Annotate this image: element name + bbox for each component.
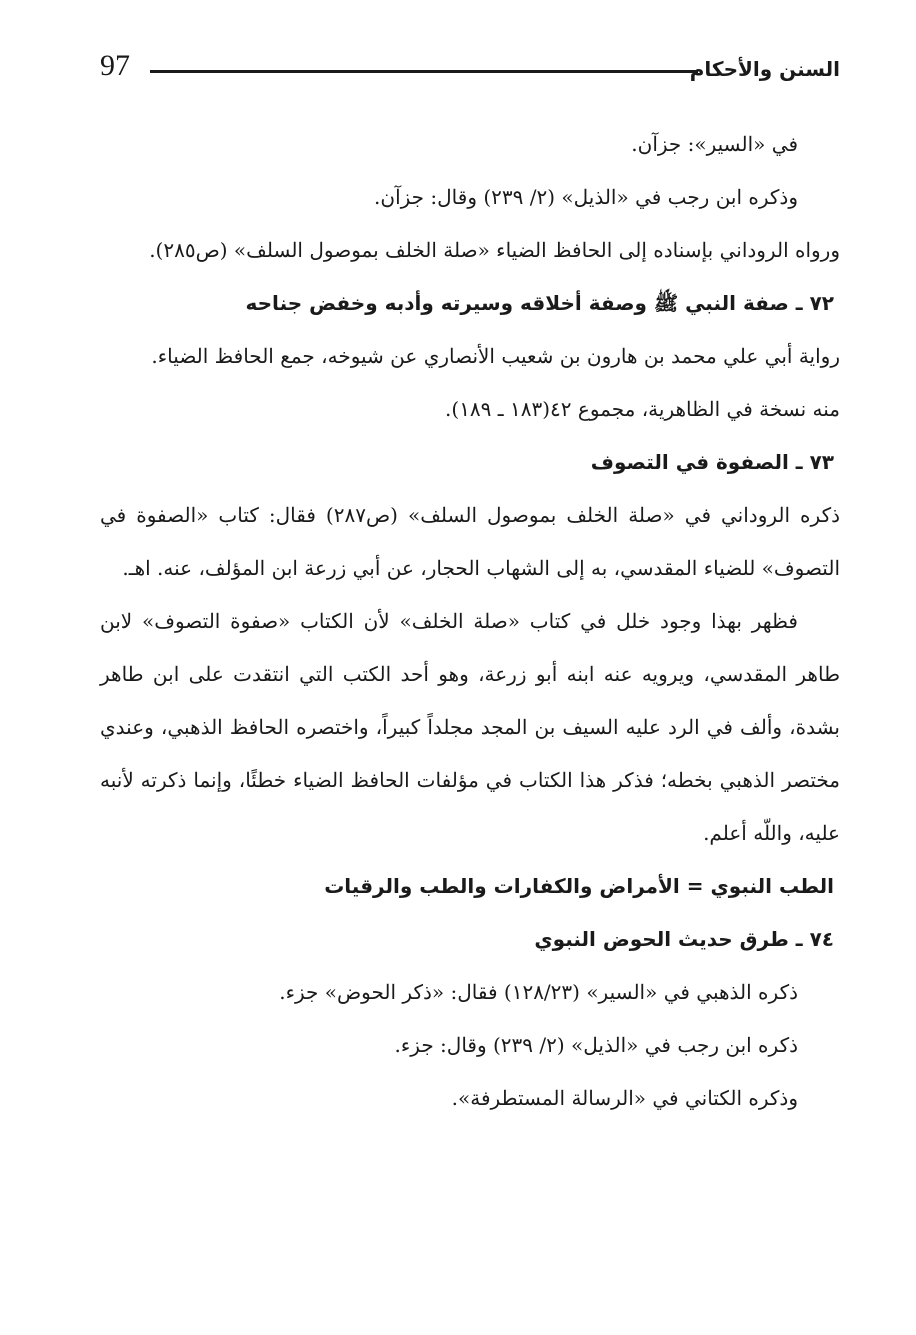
paragraph [100, 383, 840, 436]
paragraph [100, 1019, 840, 1072]
page-header [100, 48, 840, 92]
paragraph-text: ورواه الروداني بإسناده إلى الحافظ الضياء «صلة الخلف بموصول السلف» (ص٢٨٥). [149, 238, 840, 262]
paragraph [100, 1072, 840, 1125]
paragraph-text: رواية أبي علي محمد بن هارون بن شعيب الأنصاري عن شيوخه، جمع الحافظ الضياء. [151, 344, 840, 368]
paragraph-text: منه نسخة في الظاهرية، مجموع ٤٢(١٨٣ ـ ١٨٩). [445, 397, 840, 421]
entry-heading-74: ٧٤ ـ طرق حديث الحوض النبوي [534, 927, 834, 951]
paragraph-text: فظهر بهذا وجود خلل في كتاب «صلة الخلف» لأن الكتاب «صفوة التصوف» لابن طاهر المقدسي، ويرويه عنه ابنه أبو زرعة، وهو أحد الكتب التي انتقدت على ابن طاهر بشدة، وألف في الرد عليه السيف بن المجد مجلداً كبيراً، واختصره الحافظ الذهبي، وعندي مختصر الذهبي بخطه؛ فذكر هذا الكتاب في مؤلفات الحافظ الضياء خطئًا، وإنما ذكرته لأنبه عليه، واللّه أعلم. [100, 609, 840, 845]
paragraph-text: ذكره الروداني في «صلة الخلف بموصول السلف» (ص٢٨٧) فقال: كتاب «الصفوة في التصوف» للضياء المقدسي، به إلى الشهاب الحجار، عن أبي زرعة ابن المؤلف، عنه. اهـ. [100, 503, 840, 580]
paragraph [100, 966, 840, 1019]
paragraph [100, 489, 840, 595]
entry-heading-73: ٧٣ ـ الصفوة في التصوف [590, 450, 834, 474]
page-body [100, 118, 840, 1125]
paragraph [100, 595, 840, 860]
paragraph [100, 118, 840, 171]
paragraph [100, 224, 840, 277]
paragraph-text: في «السير»: جزآن. [631, 132, 798, 156]
paragraph [100, 330, 840, 383]
cross-reference-heading: الطب النبوي = الأمراض والكفارات والطب والرقيات [324, 874, 834, 898]
entry-heading-72: ٧٢ ـ صفة النبي ﷺ وصفة أخلاقه وسيرته وأدبه وخفض جناحه [245, 291, 834, 315]
paragraph [100, 171, 840, 224]
paragraph-text: ذكره ابن رجب في «الذيل» (٢/ ٢٣٩) وقال: جزء. [394, 1033, 798, 1057]
header-rule [150, 70, 698, 73]
paragraph-text: وذكره الكتاني في «الرسالة المستطرفة». [451, 1086, 798, 1110]
page-number: 97 [100, 49, 130, 82]
paragraph-text: وذكره ابن رجب في «الذيل» (٢/ ٢٣٩) وقال: جزآن. [374, 185, 798, 209]
paragraph-text: ذكره الذهبي في «السير» (١٢٨/٢٣) فقال: «ذكر الحوض» جزء. [279, 980, 798, 1004]
running-title: السنن والأحكام [689, 57, 840, 81]
